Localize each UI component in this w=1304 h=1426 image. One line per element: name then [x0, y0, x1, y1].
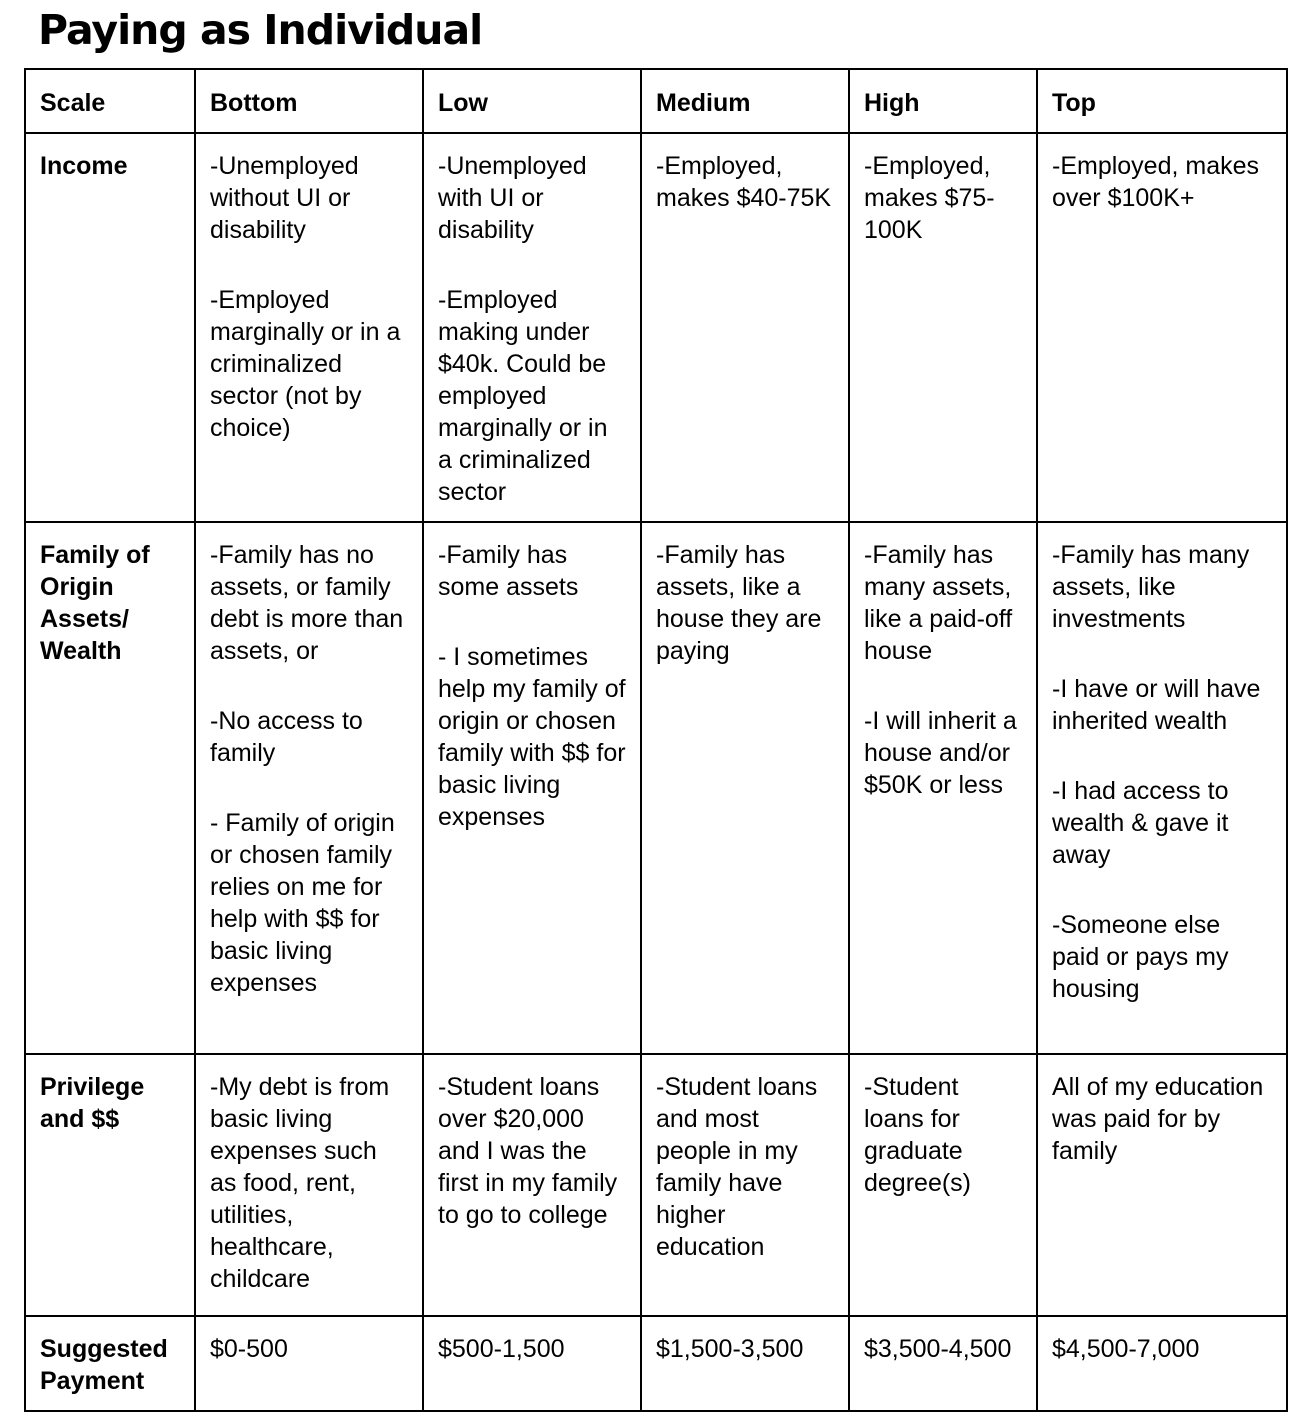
table-row-suggested-payment: [25, 1316, 1287, 1411]
cell-text: -Employed marginally or in a criminalized sector (not by choice): [210, 286, 401, 442]
row-header-suggested-payment: Suggested Payment: [25, 1316, 195, 1411]
cell-text: -Family has no assets, or family debt is more than assets, or: [210, 541, 404, 665]
table-cell: [195, 1054, 423, 1316]
row-header-income: Income: [25, 133, 195, 522]
column-header-high: High: [849, 69, 1037, 133]
cell-text: - Family of origin or chosen family relies on me for help with $$ for basic living expenses: [210, 809, 395, 997]
cell-text: -Student loans for graduate degree(s): [864, 1073, 971, 1197]
row-header-privilege: Privilege and $$: [25, 1054, 195, 1316]
cell-text: -Family has some assets: [438, 541, 579, 601]
table-cell: [641, 522, 849, 1054]
table-row-income: [25, 133, 1287, 522]
column-header-medium: Medium: [641, 69, 849, 133]
cell-text: -Family has many assets, like a paid-off house: [864, 541, 1013, 665]
cell-text: $500-1,500: [438, 1335, 565, 1363]
table-cell: [195, 522, 423, 1054]
table-cell: [849, 1054, 1037, 1316]
cell-text: -Unemployed with UI or disability: [438, 152, 587, 244]
header-row: [25, 69, 1287, 133]
column-header-bottom: Bottom: [195, 69, 423, 133]
table-cell: [423, 1054, 641, 1316]
column-header-low: Low: [423, 69, 641, 133]
cell-text: -Student loans and most people in my family have higher education: [656, 1073, 818, 1261]
table-cell: [423, 522, 641, 1054]
table-row-privilege: [25, 1054, 1287, 1316]
cell-text: -I will inherit a house and/or $50K or less: [864, 707, 1017, 799]
payment-cell: [423, 1316, 641, 1411]
table-cell: [1037, 133, 1287, 522]
table-cell: [641, 1054, 849, 1316]
cell-text: -No access to family: [210, 707, 363, 767]
cell-text: -Family has many assets, like investments: [1052, 541, 1250, 633]
cell-text: -Family has assets, like a house they are paying: [656, 541, 822, 665]
cell-text: All of my education was paid for by family: [1052, 1073, 1264, 1165]
table-cell: [423, 133, 641, 522]
cell-text: -Student loans over $20,000 and I was the first in my family to go to college: [438, 1073, 618, 1229]
column-header-top: Top: [1037, 69, 1287, 133]
cell-text: $0-500: [210, 1335, 288, 1363]
cell-text: -I have or will have inherited wealth: [1052, 675, 1261, 735]
payment-scale-table: [24, 68, 1288, 1412]
row-header-family-assets: Family of Origin Assets/ Wealth: [25, 522, 195, 1054]
payment-cell: [849, 1316, 1037, 1411]
payment-cell: [641, 1316, 849, 1411]
table-cell: [849, 133, 1037, 522]
cell-text: $1,500-3,500: [656, 1335, 804, 1363]
payment-cell: [195, 1316, 423, 1411]
cell-text: -Employed, makes over $100K+: [1052, 152, 1260, 212]
column-header-scale: Scale: [25, 69, 195, 133]
table-cell: [1037, 522, 1287, 1054]
cell-text: -Unemployed without UI or disability: [210, 152, 359, 244]
table-row-family-assets: [25, 522, 1287, 1054]
cell-text: -Employed making under $40k. Could be employed marginally or in a criminalized sector: [438, 286, 608, 506]
cell-text: $4,500-7,000: [1052, 1335, 1200, 1363]
cell-text: - I sometimes help my family of origin or chosen family with $$ for basic living expenses: [438, 643, 626, 831]
table-cell: [195, 133, 423, 522]
cell-text: -Employed, makes $75-100K: [864, 152, 995, 244]
cell-text: -Someone else paid or pays my housing: [1052, 911, 1229, 1003]
cell-text: -My debt is from basic living expenses such as food, rent, utilities, healthcare, childcare: [210, 1073, 390, 1293]
table-cell: [1037, 1054, 1287, 1316]
cell-text: -I had access to wealth & gave it away: [1052, 777, 1229, 869]
cell-text: $3,500-4,500: [864, 1335, 1012, 1363]
table-cell: [849, 522, 1037, 1054]
table-cell: [641, 133, 849, 522]
cell-text: -Employed, makes $40-75K: [656, 152, 832, 212]
page-title: Paying as Individual: [38, 6, 483, 54]
payment-cell: [1037, 1316, 1287, 1411]
